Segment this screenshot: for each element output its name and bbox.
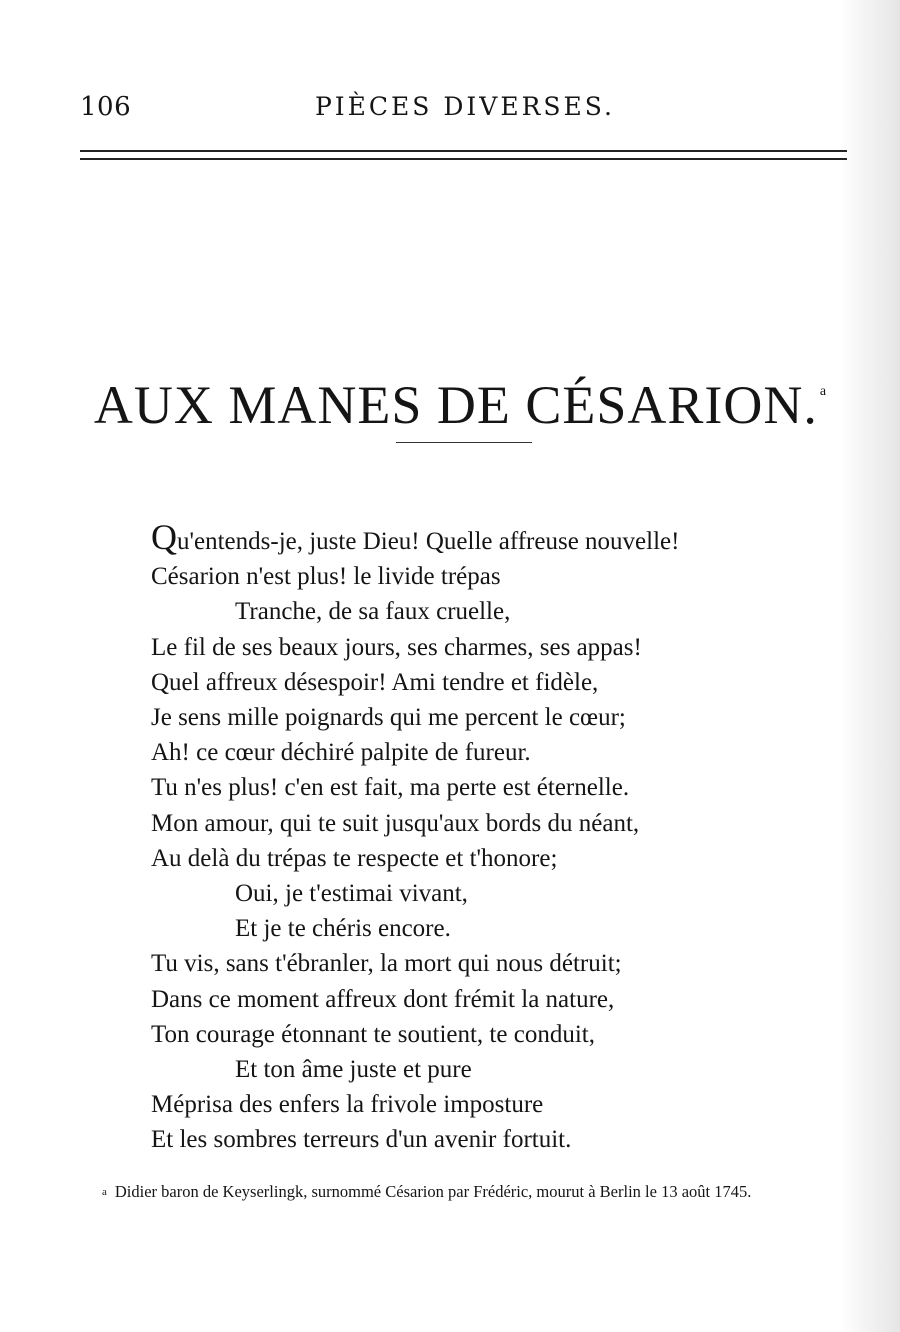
poem-line: Et je te chéris encore. (235, 915, 451, 943)
poem-line: Et les sombres terreurs d'un avenir fortuit. (151, 1126, 572, 1154)
poem-line: Dans ce moment affreux dont frémit la nature, (151, 985, 615, 1013)
poem-line-text: u'entends-je, juste Dieu! Quelle affreuse nouvelle! (177, 528, 680, 555)
footnote-text: Didier baron de Keyserlingk, surnommé Césarion par Frédéric, mourut à Berlin le 13 août 1745. (114, 1182, 752, 1201)
running-head: PIÈCES DIVERSES. (314, 92, 615, 121)
poem-line: Au delà du trépas te respecte et t'honore; (151, 844, 558, 872)
page-number: 106 (80, 92, 132, 122)
poem-line: Et ton âme juste et pure (235, 1056, 472, 1084)
poem-line: Mon amour, qui te suit jusqu'aux bords du néant, (151, 809, 640, 837)
title-footnote-mark: a (819, 384, 827, 400)
footnote (74, 1178, 850, 1206)
poem-line: Oui, je t'estimai vivant, (235, 880, 468, 908)
poem-line: Tranche, de sa faux cruelle, (235, 598, 511, 626)
poem-line: Le fil de ses beaux jours, ses charmes, ses appas! (151, 633, 642, 661)
title-rule (396, 442, 532, 443)
poem-title (0, 374, 900, 436)
poem-body (151, 517, 851, 1158)
poem-line: Tu vis, sans t'ébranler, la mort qui nous détruit; (151, 950, 622, 978)
poem-line: Je sens mille poignards qui me percent le cœur; (151, 704, 626, 732)
poem-line: Méprisa des enfers la frivole imposture (151, 1091, 544, 1119)
header-double-rule (80, 150, 847, 160)
poem-line (151, 517, 851, 559)
poem-title-text: AUX MANES DE CÉSARION. (93, 375, 818, 436)
poem-line: Césarion n'est plus! le livide trépas (151, 563, 501, 591)
poem-line: Ah! ce cœur déchiré palpite de fureur. (151, 739, 531, 767)
poem-line: Tu n'es plus! c'en est fait, ma perte est éternelle. (151, 774, 630, 802)
footnote-mark: a (102, 1186, 107, 1198)
poem-line: Quel affreux désespoir! Ami tendre et fidèle, (151, 668, 599, 696)
poem-line: Ton courage étonnant te soutient, te conduit, (151, 1020, 595, 1048)
drop-cap: Q (151, 517, 177, 557)
